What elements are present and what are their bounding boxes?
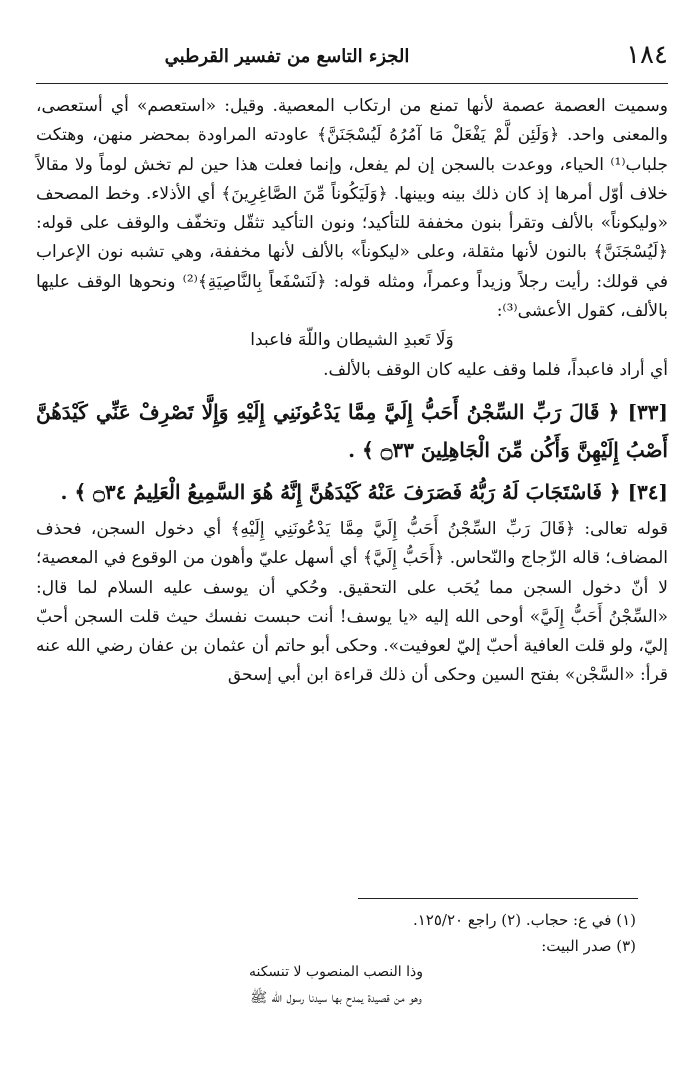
footnote-line-1: (١) في ع: حجاب. (٢) راجع ١٢٥/٢٠. bbox=[412, 911, 636, 929]
quran-verse-33: [٣٣] ﴿ قَالَ رَبِّ السِّجْنُ أَحَبُّ إِلَيَّ مِمَّا يَدْعُونَنِي إِلَيْهِ وَإِلَّا تَصْرِفْ عَنِّي كَيْدَهُنَّ أَصْبُ إِلَيْهِنَّ وَأَكُن مِّنَ الْجَاهِلِينَ ۝٣٣ ﴾ . bbox=[36, 399, 668, 462]
page-header bbox=[36, 36, 668, 84]
footnote-note: وهو من قصيدة يمدح بها سيدنا رسول الله ﷺ bbox=[250, 990, 422, 1006]
footnote-rule bbox=[358, 898, 638, 899]
commentary-paragraph: قوله تعالى: ﴿قَالَ رَبِّ السِّجْنُ أَحَبُّ إِلَيَّ مِمَّا يَدْعُونَنِي إِلَيْهِ﴾ أي دخول السجن، فحذف المضاف؛ قاله الزّجاج والنّحاس. ﴿أَحَبُّ إِلَيَّ﴾ أي أسهل عليّ وأهون من الوقوع في المعصية؛ لا أنّ دخول السجن مما يُحَب على التحقيق. وحُكي أن يوسف عليه السلام لما قال: «السِّجْنُ أَحَبُّ إِلَيَّ» أوحى الله إليه «يا يوسف! أنت حبست نفسك حيث قلت السجن أحبّ إليّ، ولو قلت العافية أحبّ إليّ لعوفيت». وحكى أبو حاتم أن عثمان بن عفان رضي الله عنه قرأ: «السَّجْن» بفتح السين وحكى أن ذلك قراءة ابن أبي إسحق bbox=[36, 518, 668, 686]
footnote-poetry: وذا النصب المنصوب لا تنسكنه bbox=[248, 964, 424, 980]
poetry-line: وَلَا تَعبدِ الشيطان واللّهَ فاعبدا bbox=[250, 330, 454, 351]
footnotes bbox=[36, 907, 636, 1011]
quran-verses bbox=[36, 393, 668, 511]
tafsir-paragraph: وسميت العصمة عصمة لأنها تمنع من ارتكاب المعصية. وقيل: «استعصم» أي أستعصى، والمعنى واحد. ﴿وَلَئِن لَّمْ يَفْعَلْ مَا آمُرُهُ لَيُسْجَنَنَّ﴾ عاودته المراودة بمحضر منهن، وهتكت جلباب⁽¹⁾ الحياء، ووعدت بالسجن إن لم يفعل، وإنما فعلت هذا حين لم تخش لوماً ولا مقالاً خلاف أوّل أمرها إذ كان ذلك بينه وبينها. ﴿وَلَيَكُوناً مِّنَ الصَّاغِرِينَ﴾ أي الأذلاء. وخط المصحف «وليكوناً» بالألف وتقرأ بنون مخففة للتأكيد؛ ونون التأكيد تثقّل وتخفّف والوقف على قوله: ﴿لَيُسْجَنَنَّ﴾ بالنون لأنها مثقلة، وعلى «ليكوناً» بالألف لأنها مخففة، وهي تشبه نون الإعراب في قولك: رأيت رجلاً وزيداً وعمراً، ومثله قوله: ﴿لَنَسْفَعاً بِالنَّاصِيَةِ﴾⁽²⁾ ونحوها الوقف عليها بالألف، كقول الأعشى⁽³⁾: bbox=[36, 96, 668, 322]
header-rule bbox=[36, 83, 668, 84]
quran-verse-34: [٣٤] ﴿ فَاسْتَجَابَ لَهُ رَبُّهُ فَصَرَفَ عَنْهُ كَيْدَهُنَّ إِنَّهُ هُوَ السَّمِيعُ الْعَلِيمُ ۝٣٤ ﴾ . bbox=[60, 479, 668, 504]
page-body bbox=[36, 92, 668, 691]
footnote-line-2: (٣) صدر البيت: bbox=[541, 937, 636, 955]
running-title: الجزء التاسع من تفسير القرطبي bbox=[164, 46, 410, 67]
tafsir-paragraph-after-poetry: أي أراد فاعبداً، فلما وقف عليه كان الوقف بالألف. bbox=[323, 359, 668, 380]
page-number: ١٨٤ bbox=[626, 40, 668, 70]
